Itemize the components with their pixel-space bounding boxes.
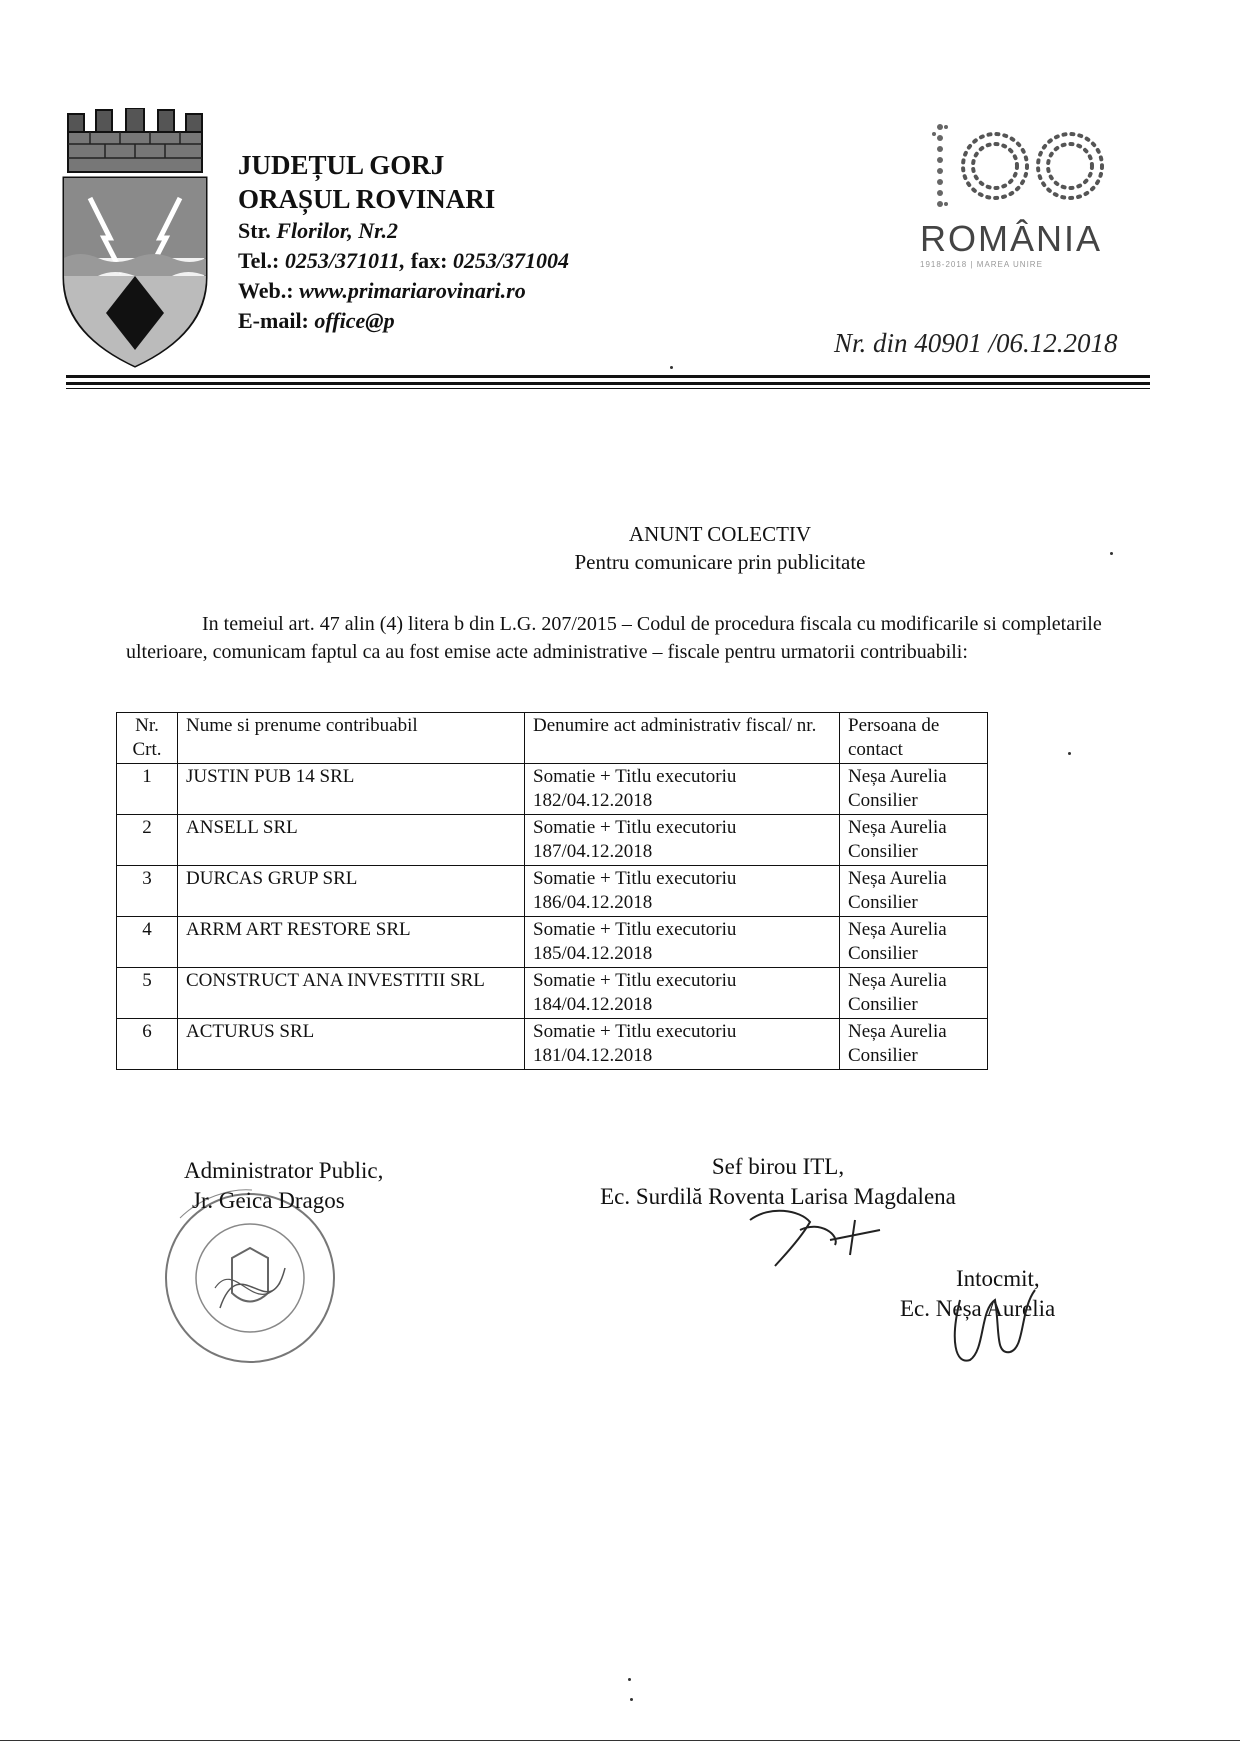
administrator-title: Administrator Public, [184, 1158, 384, 1183]
table-row [117, 1019, 988, 1070]
author-name: Ec. Neșa Aurelia [900, 1296, 1056, 1321]
scan-speck [670, 366, 673, 369]
itl-chief-name: Ec. Surdilă Roventa Larisa Magdalena [600, 1184, 956, 1209]
row-taxpayer: DURCAS GRUP SRL [178, 866, 525, 917]
centenary-number-graphic [900, 112, 1140, 222]
row-contact: Neșa Aurelia Consilier [840, 866, 988, 917]
email-line: E-mail: office@p [238, 308, 395, 333]
row-taxpayer: ACTURUS SRL [178, 1019, 525, 1070]
title-subtitle: Pentru comunicare prin publicitate [574, 550, 866, 574]
row-contact: Neșa Aurelia Consilier [840, 764, 988, 815]
table-row [117, 917, 988, 968]
administrator-signature-block [184, 1156, 383, 1216]
scan-speck [1110, 552, 1113, 555]
page-bottom-edge [0, 1740, 1240, 1741]
table-row [117, 866, 988, 917]
col-header-nr: Nr. Crt. [117, 713, 178, 764]
title-main: ANUNT COLECTIV [628, 522, 812, 546]
web-line: Web.: www.primariarovinari.ro [238, 278, 526, 303]
header-divider-3 [66, 388, 1150, 389]
row-nr: 1 [117, 764, 178, 815]
row-act: Somatie + Titlu executoriu 186/04.12.2018 [525, 866, 840, 917]
table-row [117, 764, 988, 815]
header-divider-2 [66, 382, 1150, 385]
row-taxpayer: ANSELL SRL [178, 815, 525, 866]
row-act: Somatie + Titlu executoriu 187/04.12.2018 [525, 815, 840, 866]
row-nr: 6 [117, 1019, 178, 1070]
row-taxpayer: ARRM ART RESTORE SRL [178, 917, 525, 968]
phone-line: Tel.: 0253/371011, fax: 0253/371004 [238, 248, 570, 273]
row-taxpayer: JUSTIN PUB 14 SRL [178, 764, 525, 815]
county-name: JUDEȚUL GORJ [238, 150, 445, 180]
row-taxpayer: CONSTRUCT ANA INVESTITII SRL [178, 968, 525, 1019]
municipality-header [238, 148, 569, 336]
scan-speck [630, 1698, 633, 1701]
author-handwritten-signature [940, 1280, 1060, 1370]
address-line: Str. Florilor, Nr.2 [238, 218, 398, 243]
row-act: Somatie + Titlu executoriu 181/04.12.2018 [525, 1019, 840, 1070]
town-name: ORAȘUL ROVINARI [238, 184, 496, 214]
row-act: Somatie + Titlu executoriu 182/04.12.2018 [525, 764, 840, 815]
intro-paragraph: In temeiul art. 47 alin (4) litera b din L.G. 207/2015 – Codul de procedura fiscala cu modificarile si completarile ulterioare, comunicam faptul ca au fost emise acte administrative – fiscale pentru urmatorii contribuabili: [126, 613, 1102, 663]
row-act: Somatie + Titlu executoriu 184/04.12.2018 [525, 968, 840, 1019]
itl-chief-title: Sef birou ITL, [711, 1154, 845, 1179]
row-nr: 4 [117, 917, 178, 968]
scan-speck [628, 1678, 631, 1681]
row-act: Somatie + Titlu executoriu 185/04.12.2018 [525, 917, 840, 968]
header-divider [66, 375, 1150, 378]
row-contact: Neșa Aurelia Consilier [840, 1019, 988, 1070]
row-contact: Neșa Aurelia Consilier [840, 968, 988, 1019]
table-row [117, 815, 988, 866]
row-nr: 2 [117, 815, 178, 866]
row-contact: Neșa Aurelia Consilier [840, 815, 988, 866]
author-title: Intocmit, [956, 1266, 1040, 1291]
website-link[interactable]: www.primariarovinari.ro [299, 278, 526, 303]
row-contact: Neșa Aurelia Consilier [840, 917, 988, 968]
romania-centenary-logo [900, 112, 1140, 277]
row-nr: 5 [117, 968, 178, 1019]
row-nr: 3 [117, 866, 178, 917]
city-coat-of-arms [60, 108, 210, 368]
centenary-word: ROMÂNIA [920, 218, 1103, 259]
col-header-act: Denumire act administrativ fiscal/ nr. [525, 713, 840, 764]
table-row [117, 968, 988, 1019]
table-header-row [117, 713, 988, 764]
registration-number: Nr. din 40901 /06.12.2018 [834, 328, 1118, 358]
col-header-contact: Persoana de contact [840, 713, 988, 764]
administrator-name: Jr. Geica Dragos [192, 1188, 345, 1213]
email-link[interactable]: office@p [314, 308, 395, 333]
itl-chief-handwritten-signature [740, 1200, 890, 1270]
col-header-name: Nume si prenume contribuabil [178, 713, 525, 764]
taxpayers-table [116, 712, 988, 1070]
scan-speck [1068, 752, 1071, 755]
document-title [420, 520, 1020, 576]
centenary-years: 1918-2018 | MAREA UNIRE [920, 260, 1043, 269]
